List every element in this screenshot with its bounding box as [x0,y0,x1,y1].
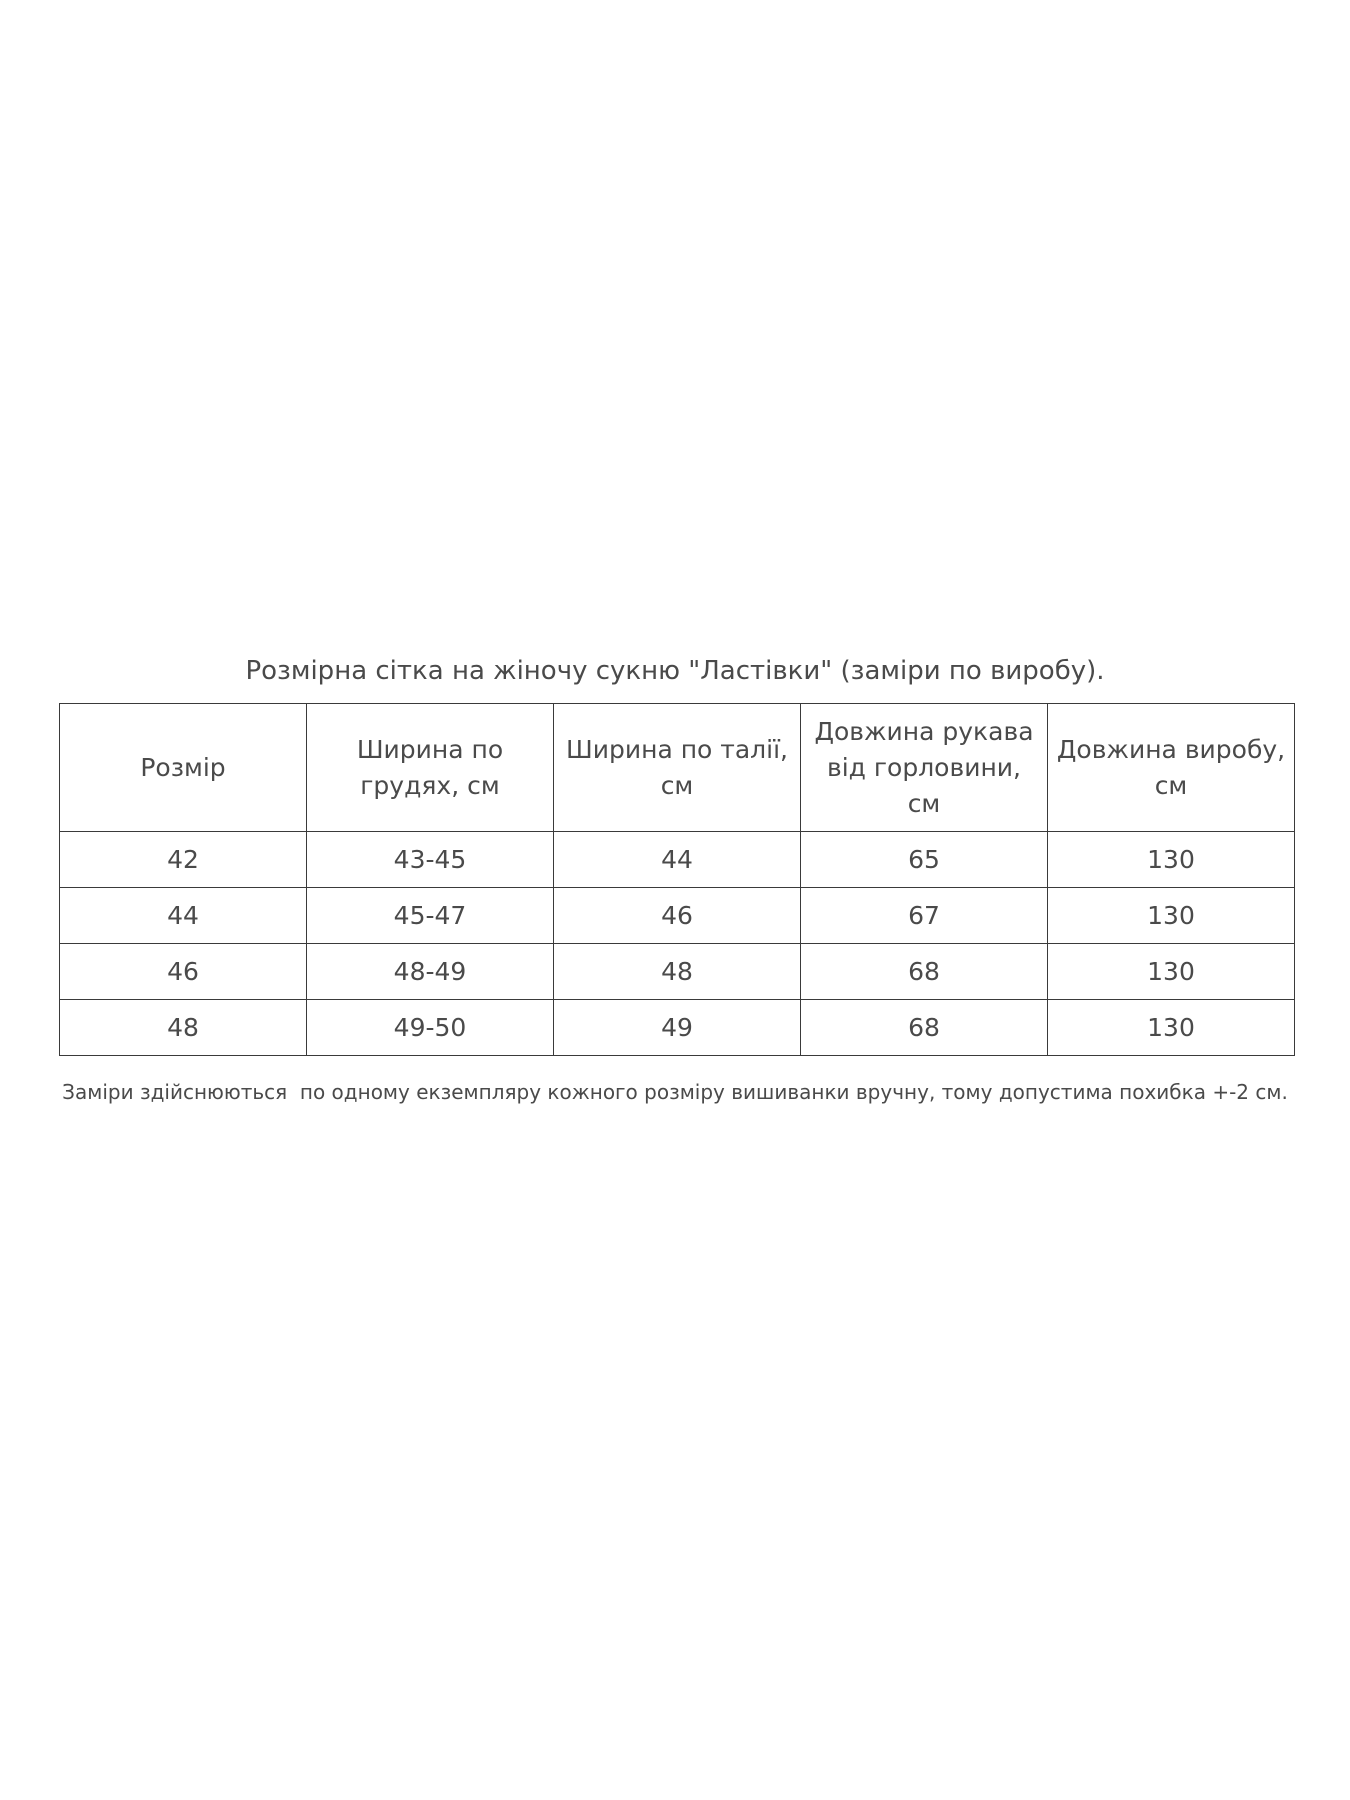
cell-garment-length: 130 [1048,944,1295,1000]
cell-sleeve-length: 67 [801,888,1048,944]
cell-waist-width: 49 [554,1000,801,1056]
cell-sleeve-length: 65 [801,832,1048,888]
cell-waist-width: 46 [554,888,801,944]
size-table [59,703,1295,1056]
table-row [60,832,1295,888]
cell-size: 46 [60,944,307,1000]
cell-garment-length: 130 [1048,1000,1295,1056]
cell-size: 48 [60,1000,307,1056]
cell-chest-width: 49-50 [307,1000,554,1056]
measurement-note: Заміри здійснюються по одному екземпляру кожного розміру вишиванки вручну, тому допустима похибка +-2 см. [62,1080,1288,1104]
cell-size: 44 [60,888,307,944]
header-waist-width: Ширина по талії, см [554,704,801,832]
cell-size: 42 [60,832,307,888]
cell-sleeve-length: 68 [801,1000,1048,1056]
cell-garment-length: 130 [1048,888,1295,944]
header-sleeve-length: Довжина рукава від горловини, см [801,704,1048,832]
cell-waist-width: 44 [554,832,801,888]
cell-garment-length: 130 [1048,832,1295,888]
table-row [60,944,1295,1000]
table-row [60,888,1295,944]
cell-chest-width: 43-45 [307,832,554,888]
header-chest-width: Ширина по грудях, см [307,704,554,832]
cell-chest-width: 48-49 [307,944,554,1000]
cell-sleeve-length: 68 [801,944,1048,1000]
cell-chest-width: 45-47 [307,888,554,944]
size-chart-title: Розмірна сітка на жіночу сукню "Ластівки" (заміри по виробу). [245,656,1105,686]
table-row [60,1000,1295,1056]
header-size: Розмір [60,704,307,832]
header-garment-length: Довжина виробу, см [1048,704,1295,832]
table-header-row [60,704,1295,832]
cell-waist-width: 48 [554,944,801,1000]
